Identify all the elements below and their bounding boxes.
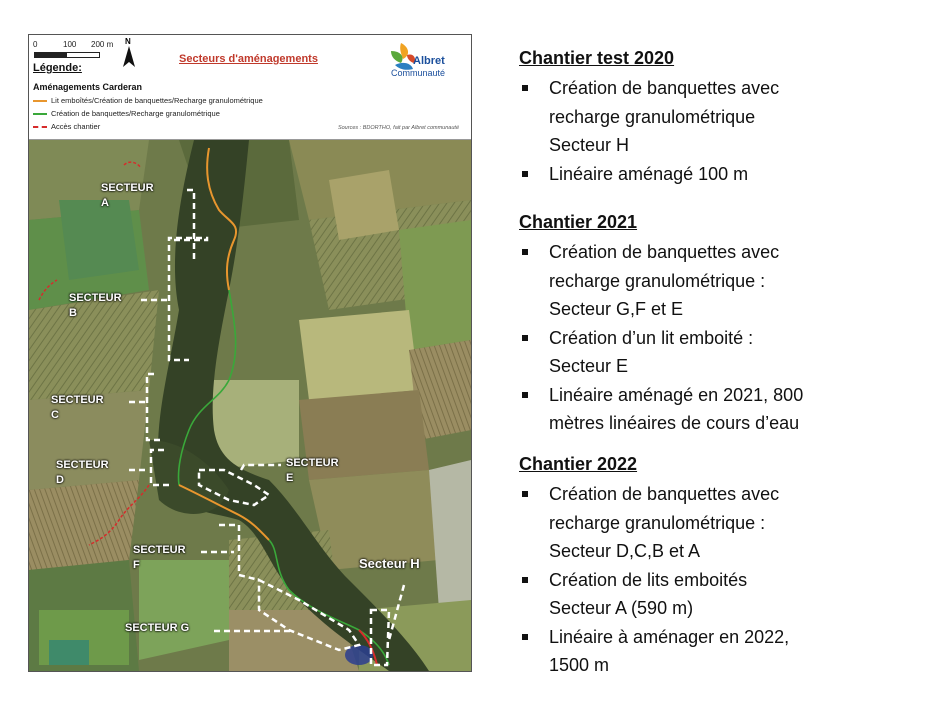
list-item: Création de banquettes avec recharge granulométrique : Secteur G,F et E xyxy=(519,238,929,324)
legend-title: Légende: xyxy=(33,62,82,74)
map-panel xyxy=(28,34,472,672)
scale-label-0: 0 xyxy=(33,40,38,49)
sector-label-e: SECTEUR E xyxy=(286,457,339,484)
section-heading-2022: Chantier 2022 xyxy=(519,454,638,474)
legend-label: Accès chantier xyxy=(51,122,101,131)
list-item: Création d’un lit emboité : Secteur E xyxy=(519,324,929,381)
map-source: Sources : BDORTHO, fait par Albret communauté xyxy=(337,125,459,131)
sector-label-f: SECTEUR F xyxy=(133,544,186,571)
square-bullet-icon xyxy=(522,335,528,341)
logo-subtitle: Communauté xyxy=(391,68,446,78)
legend-group-title: Aménagements Carderan xyxy=(33,82,143,92)
square-bullet-icon xyxy=(522,171,528,177)
scale-label-100: 100 xyxy=(63,40,77,49)
scale-segment xyxy=(34,52,67,58)
logo-name: Albret xyxy=(413,55,445,67)
sector-label-g: SECTEUR G xyxy=(125,622,190,634)
list-item: Linéaire aménagé en 2021, 800 mètres linéaires de cours d’eau xyxy=(519,381,929,438)
scale-segment xyxy=(66,52,100,58)
sector-label-d: SECTEUR D xyxy=(56,459,109,486)
square-bullet-icon xyxy=(522,491,528,497)
sector-label-a: SECTEUR A xyxy=(101,182,154,209)
list-item: Linéaire à aménager en 2022, 1500 m xyxy=(519,623,929,680)
legend-label: Création de banquettes/Recharge granulométrique xyxy=(51,109,220,118)
red-dashed-swatch xyxy=(33,126,47,128)
map-legend-header xyxy=(29,35,471,140)
field xyxy=(329,170,399,240)
sector-label-b: SECTEUR B xyxy=(69,292,122,319)
legend-item-orange xyxy=(33,96,263,105)
field xyxy=(29,480,139,570)
legend-item-green xyxy=(33,109,220,118)
square-bullet-icon xyxy=(522,634,528,640)
list-item: Création de banquettes avec recharge granulométrique Secteur H xyxy=(519,74,929,160)
map-title: Secteurs d'aménagements xyxy=(179,53,318,65)
orange-line-swatch xyxy=(33,100,47,102)
square-bullet-icon xyxy=(522,392,528,398)
field xyxy=(299,310,419,400)
bullet-list-2020 xyxy=(519,74,929,188)
pond xyxy=(49,640,89,665)
legend-item-red xyxy=(33,122,100,131)
bullet-list-2021 xyxy=(519,238,929,438)
section-heading-2021: Chantier 2021 xyxy=(519,212,638,232)
list-item: Création de banquettes avec recharge granulométrique : Secteur D,C,B et A xyxy=(519,480,929,566)
legend-label: Lit emboîtés/Création de banquettes/Recharge granulométrique xyxy=(51,96,263,105)
sector-label-c: SECTEUR C xyxy=(51,394,104,421)
north-arrow-icon xyxy=(121,37,137,69)
north-label: N xyxy=(125,37,131,46)
bullet-list-2022 xyxy=(519,480,929,680)
square-bullet-icon xyxy=(522,85,528,91)
list-item: Création de lits emboités Secteur A (590 m) xyxy=(519,566,929,623)
field xyxy=(59,200,139,280)
sector-label-h: Secteur H xyxy=(359,556,420,571)
scale-label-200: 200 m xyxy=(91,40,114,49)
section-heading-2020: Chantier test 2020 xyxy=(519,48,675,68)
square-bullet-icon xyxy=(522,577,528,583)
list-item: Linéaire aménagé 100 m xyxy=(519,160,929,189)
scale-bar xyxy=(33,40,133,58)
green-line-swatch xyxy=(33,113,47,115)
square-bullet-icon xyxy=(522,249,528,255)
